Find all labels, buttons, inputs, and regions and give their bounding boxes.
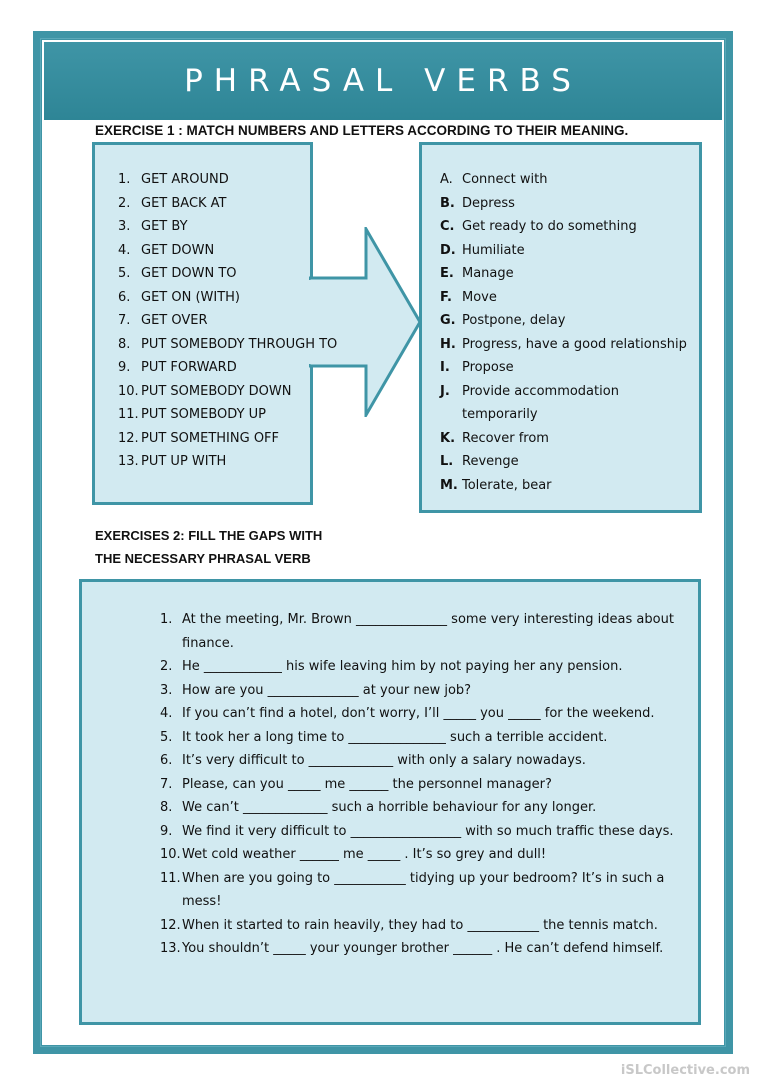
meaning-letter: I. bbox=[440, 360, 450, 375]
meaning-text: Progress, have a good relationship bbox=[462, 336, 687, 352]
sentence-number: 1. bbox=[160, 612, 173, 627]
sentence-text: Wet cold weather ______ me _____ . It’s so grey and dull! bbox=[182, 847, 547, 862]
meanings-list bbox=[440, 170, 700, 499]
verb-item bbox=[118, 452, 358, 476]
verb-text: GET AROUND bbox=[141, 172, 229, 187]
sentence-text: When are you going to ___________ tidying up your bedroom? It’s in such a mess! bbox=[182, 870, 665, 909]
sentence-text: We find it very difficult to _________________ with so much traffic these days. bbox=[182, 823, 674, 839]
verb-number: 3. bbox=[118, 219, 131, 234]
verb-number: 11. bbox=[118, 407, 139, 422]
sentence-text: He ____________ his wife leaving him by not paying her any pension. bbox=[182, 659, 623, 674]
sentence-number: 9. bbox=[160, 823, 173, 839]
verb-item bbox=[118, 311, 358, 335]
verb-text: GET BY bbox=[141, 219, 188, 234]
meaning-letter: M. bbox=[440, 477, 458, 493]
verb-item bbox=[118, 264, 358, 288]
meaning-text: Tolerate, bear bbox=[462, 477, 552, 493]
meaning-item bbox=[440, 241, 700, 265]
sentence-number: 4. bbox=[160, 706, 173, 721]
sentence-number: 5. bbox=[160, 729, 173, 745]
sentence-number: 8. bbox=[160, 800, 173, 815]
sentence-item bbox=[160, 820, 690, 844]
meaning-letter: J. bbox=[440, 383, 450, 399]
sentence-item bbox=[160, 773, 690, 797]
sentence-item bbox=[160, 608, 690, 655]
sentence-text: How are you ______________ at your new job? bbox=[182, 682, 472, 698]
sentence-item bbox=[160, 679, 690, 703]
meaning-text: Connect with bbox=[462, 172, 548, 187]
sentence-number: 10. bbox=[160, 847, 181, 862]
sentence-number: 2. bbox=[160, 659, 173, 674]
verb-text: GET ON (WITH) bbox=[141, 289, 240, 305]
verb-number: 10. bbox=[118, 383, 139, 399]
sentences-list bbox=[160, 608, 690, 961]
meaning-item bbox=[440, 358, 700, 382]
meaning-letter: E. bbox=[440, 266, 454, 281]
exercise2-heading-line2: THE NECESSARY PHRASAL VERB bbox=[95, 551, 311, 566]
verb-item bbox=[118, 405, 358, 429]
meaning-item bbox=[440, 382, 700, 406]
verb-number: 4. bbox=[118, 242, 131, 258]
sentence-text: Please, can you _____ me ______ the personnel manager? bbox=[182, 776, 552, 792]
verb-text: GET BACK AT bbox=[141, 195, 227, 211]
sentence-item bbox=[160, 937, 690, 961]
sentence-item bbox=[160, 749, 690, 773]
verb-text: PUT UP WITH bbox=[141, 454, 227, 469]
sentence-number: 3. bbox=[160, 682, 173, 698]
meaning-item bbox=[440, 405, 700, 429]
meaning-text: Get ready to do something bbox=[462, 219, 637, 234]
exercise2-heading-line1: EXERCISES 2: FILL THE GAPS WITH bbox=[95, 528, 323, 543]
meaning-letter: G. bbox=[440, 313, 456, 328]
meaning-letter: H. bbox=[440, 336, 456, 352]
verb-text: PUT SOMEBODY THROUGH TO bbox=[141, 336, 338, 352]
verb-text: GET OVER bbox=[141, 313, 208, 328]
sentence-item bbox=[160, 843, 690, 867]
watermark: iSLCollective.com bbox=[620, 1063, 750, 1078]
verb-item bbox=[118, 429, 358, 453]
meaning-letter: C. bbox=[440, 219, 455, 234]
exercise1-heading: EXERCISE 1 : MATCH NUMBERS AND LETTERS ACCORDING TO THEIR MEANING. bbox=[95, 123, 629, 138]
meaning-item bbox=[440, 311, 700, 335]
verb-number: 7. bbox=[118, 313, 131, 328]
meaning-text: Depress bbox=[462, 195, 515, 211]
verb-item bbox=[118, 358, 358, 382]
verbs-list bbox=[118, 170, 358, 476]
verb-number: 2. bbox=[118, 195, 131, 211]
sentence-text: We can’t _____________ such a horrible behaviour for any longer. bbox=[182, 800, 597, 815]
meaning-text: Provide accommodation bbox=[462, 383, 619, 399]
meaning-item bbox=[440, 288, 700, 312]
sentence-text: It’s very difficult to _____________ with only a salary nowadays. bbox=[182, 753, 586, 768]
meaning-item bbox=[440, 217, 700, 241]
sentence-item bbox=[160, 867, 690, 914]
verb-text: PUT SOMETHING OFF bbox=[141, 430, 280, 446]
sentence-number: 7. bbox=[160, 776, 173, 792]
meaning-text: Move bbox=[462, 289, 497, 305]
sentence-text: When it started to rain heavily, they had to ___________ the tennis match. bbox=[182, 917, 658, 933]
verb-text: PUT FORWARD bbox=[141, 360, 237, 375]
verb-text: PUT SOMEBODY UP bbox=[141, 407, 266, 422]
sentence-text: You shouldn’t _____ your younger brother ______ . He can’t defend himself. bbox=[182, 941, 664, 956]
sentence-text: If you can’t find a hotel, don’t worry, I’ll _____ you _____ for the weekend. bbox=[182, 706, 655, 721]
meaning-text: Propose bbox=[462, 360, 514, 375]
page-title: PHRASAL VERBS bbox=[184, 63, 582, 99]
title-banner bbox=[44, 42, 722, 120]
meaning-letter: K. bbox=[440, 430, 456, 446]
meaning-text: Postpone, delay bbox=[462, 313, 566, 328]
meaning-text: Humiliate bbox=[462, 242, 525, 258]
verb-item bbox=[118, 288, 358, 312]
meaning-item bbox=[440, 335, 700, 359]
sentence-item bbox=[160, 702, 690, 726]
meaning-text: Manage bbox=[462, 266, 514, 281]
verb-item bbox=[118, 241, 358, 265]
verb-number: 9. bbox=[118, 360, 131, 375]
meaning-text: temporarily bbox=[462, 407, 538, 422]
verb-item bbox=[118, 335, 358, 359]
meaning-item bbox=[440, 170, 700, 194]
sentence-item bbox=[160, 655, 690, 679]
sentence-number: 11. bbox=[160, 870, 181, 886]
verb-item bbox=[118, 170, 358, 194]
meaning-letter: A. bbox=[440, 172, 453, 187]
meaning-item bbox=[440, 476, 700, 500]
verb-item bbox=[118, 217, 358, 241]
sentence-number: 6. bbox=[160, 753, 173, 768]
verb-text: PUT SOMEBODY DOWN bbox=[141, 383, 292, 399]
meaning-letter: L. bbox=[440, 454, 454, 469]
meaning-letter: B. bbox=[440, 195, 455, 211]
verb-number: 13. bbox=[118, 454, 139, 469]
verb-item bbox=[118, 382, 358, 406]
verb-number: 12. bbox=[118, 430, 139, 446]
meaning-letter: F. bbox=[440, 289, 452, 305]
meaning-text: Recover from bbox=[462, 430, 549, 446]
sentence-text: At the meeting, Mr. Brown ______________ some very interesting ideas about finance. bbox=[182, 612, 674, 651]
meaning-item bbox=[440, 194, 700, 218]
meaning-item bbox=[440, 429, 700, 453]
sentence-item bbox=[160, 796, 690, 820]
meaning-item bbox=[440, 264, 700, 288]
exercise2-heading bbox=[95, 524, 322, 570]
verb-number: 5. bbox=[118, 266, 131, 281]
meaning-item bbox=[440, 452, 700, 476]
verb-number: 8. bbox=[118, 336, 131, 352]
sentence-item bbox=[160, 726, 690, 750]
verb-number: 1. bbox=[118, 172, 131, 187]
sentence-number: 12. bbox=[160, 917, 181, 933]
verb-item bbox=[118, 194, 358, 218]
verb-text: GET DOWN bbox=[141, 242, 215, 258]
sentence-text: It took her a long time to _______________ such a terrible accident. bbox=[182, 729, 608, 745]
sentence-number: 13. bbox=[160, 941, 181, 956]
verb-text: GET DOWN TO bbox=[141, 266, 237, 281]
sentence-item bbox=[160, 914, 690, 938]
meaning-letter: D. bbox=[440, 242, 456, 258]
meaning-text: Revenge bbox=[462, 454, 519, 469]
verb-number: 6. bbox=[118, 289, 131, 305]
